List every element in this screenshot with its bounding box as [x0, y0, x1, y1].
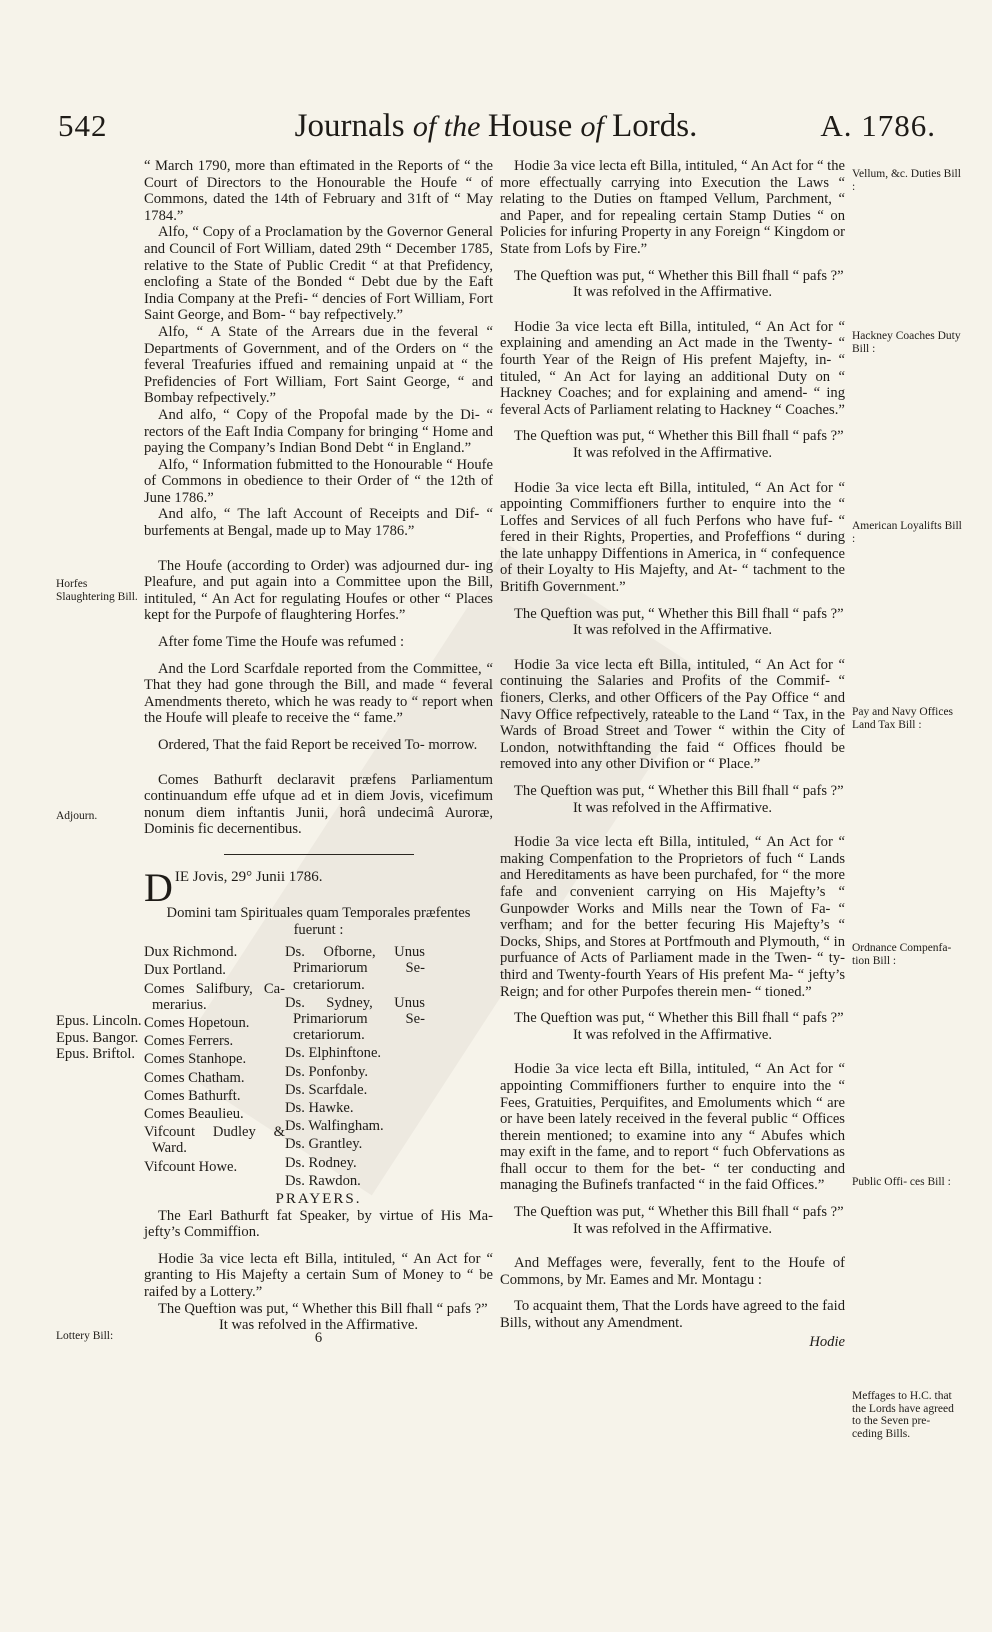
lord-name: Ds. Ponfonby.	[285, 1063, 368, 1080]
resolved-line: It was refolved in the Affirmative.	[572, 1220, 773, 1237]
bishops-list	[56, 1013, 142, 1063]
bill-paragraph: Hodie 3a vice lecta eft Billa, intituled, “ An Act for “ making Compenfation to the Proprietors of fuch “ Lands and Hereditaments as have been purchafed, for “ the more fafe and convenient carrying on His Majefty’s “ Gunpowder Works and Mills near the Town of Fa- “ verfham; and for the better fecuring His Majefty’s “ Docks, Ships, and Stores at Portfmouth and Plymouth, “ in purfuance of Acts of Parliament made in the Twen- “ ty-third and Twenty-fourth Years of His prefent Ma- “ jefty’s Reign; and for other Purpofes therein men- “ tioned.”	[500, 834, 845, 1000]
paragraph: After fome Time the Houfe was refumed :	[158, 634, 405, 651]
paragraph: And alfo, “ The laft Account of Receipts and Dif- “ burfements at Bengal, made up to May 1786.”	[144, 506, 493, 540]
lottery-bill-paragraph: Hodie 3a vice lecta eft Billa, intituled, “ An Act for “ granting to His Majefty a certain Sum of Money to “ be raifed by a Lottery.”	[144, 1250, 493, 1300]
paragraph: And alfo, “ Copy of the Propofal made by the Di- “ rectors of the Eaft India Company for bringing “ Home and paying the Company’s Indian Bond Debt “ in England.”	[144, 406, 493, 457]
lord-name: Ds. Elphinftone.	[285, 1045, 382, 1062]
question-line: The Queftion was put, “ Whether this Bill fhall “ pafs ?”	[514, 267, 844, 284]
lord-name: Ds. Grantley.	[285, 1136, 363, 1153]
lord-name: Ds. Rawdon.	[285, 1172, 361, 1189]
bill-paragraph: Hodie 3a vice lecta eft Billa, intituled, “ An Act for “ appointing Commiffioners further to enquire into the “ Fees, Gratuities, Perquifites, and Emoluments which “ are or have been lately received in the feveral public “ Offices therein mentioned; to examine into any “ Abufes which may exift in the fame, and to report “ fuch Obfervations as fhall occur to them for the bet- “ ter conducting and managing the Bufinefs tranfacted “ in the faid Offices.”	[500, 1061, 845, 1194]
lord-name: Ds. Scarfdale.	[285, 1081, 368, 1098]
margin-note-horses: Horfes Slaughtering Bill.	[56, 578, 138, 603]
page-header	[0, 108, 992, 152]
resolved-line: It was refolved in the Affirmative.	[572, 284, 773, 301]
paragraph: Alfo, “ A State of the Arrears due in the feveral “ Departments of Government, and of the Orders on “ the feveral Treafuries iffued and remaining unpaid at “ the Prefidencies of Fort William, Fort Saint George, “ and Bombay refpectively.”	[144, 323, 493, 407]
question-line: The Queftion was put, “ Whether this Bill fhall “ pafs ?”	[514, 605, 844, 622]
lord-name: Comes Chatham.	[144, 1069, 245, 1086]
question-line: The Queftion was put, “ Whether this Bill fhall “ pafs ?”	[158, 1300, 488, 1317]
lord-name: Comes Beaulieu.	[144, 1105, 244, 1122]
messages-paragraph: To acquaint them, That the Lords have agreed to the faid Bills, without any Amendment.	[500, 1298, 845, 1332]
question-line: The Queftion was put, “ Whether this Bill fhall “ pafs ?”	[514, 428, 844, 445]
question-line: The Queftion was put, “ Whether this Bill fhall “ pafs ?”	[514, 783, 844, 799]
lord-name: Ds. Walfingham.	[285, 1118, 384, 1135]
lord-name: Ds. Ofborne, Unus Primariorum Se- cretariorum.	[285, 944, 425, 993]
resolved-line: It was refolved in the Affirmative.	[218, 1317, 419, 1334]
lord-name: Dux Portland.	[144, 962, 226, 979]
section-divider	[224, 854, 414, 855]
bill-paragraph: Hodie 3a vice lecta eft Billa, intituled, “ An Act for “ explaining and amending an Act made in the Twenty- “ fourth Year of the Reign of His prefent Majefty, in- “ tituled, “ An Act for laying an additional Duty on “ Hackney Coaches; and for explaining and amend- “ ing feveral Acts of Parliament relating to Hackney “ Coaches.”	[500, 318, 845, 418]
margin-note-pay: Pay and Navy Offices Land Tax Bill :	[852, 706, 954, 731]
lord-name: Vifcount Howe.	[144, 1158, 238, 1175]
paragraph: Alfo, “ Copy of a Proclamation by the Governor General and Council of Fort William, dated 29th “ December 1785, relative to the State of Public Credit “ at that Prefidency, enclofing a State of the Bonded “ Debt due by the Eaft India Company at the Prefi- “ dencies of Fort William, Fort Saint George, and Bom- “ bay refpectively.”	[144, 224, 493, 324]
margin-note-ordnance: Ordnance Compenfa- tion Bill :	[852, 942, 952, 967]
lord-name: Comes Ferrers.	[144, 1033, 234, 1050]
date-heading: DIE Jovis, 29° Junii 1786.	[144, 864, 323, 910]
bill-paragraph: Hodie 3a vice lecta eft Billa, intituled, “ An Act for “ appointing Commiffioners further to enquire into the “ Loffes and Services of all fuch Perfons who have fuf- “ fered in their Rights, Properties, and Profeffions “ during the late unhappy Diffentions in America, in “ confequence of their Loyalty to His Majefty, and At- “ tachment to the Britifh Government.”	[500, 479, 845, 596]
lord-name: Ds. Rodney.	[285, 1154, 357, 1171]
lord-name: Vifcount Dudley & Ward.	[144, 1124, 285, 1157]
running-head: Journals of the House of Lords.	[294, 108, 698, 144]
bishop-entry: Epus. Lincoln.	[56, 1013, 142, 1029]
page-year: A. 1786.	[820, 108, 936, 143]
question-line: The Queftion was put, “ Whether this Bill fhall “ pafs ?”	[514, 1010, 844, 1027]
messages-paragraph: And Meffages were, feverally, fent to the Houfe of Commons, by Mr. Eames and Mr. Montagu :	[500, 1255, 845, 1288]
lord-name: Comes Stanhope.	[144, 1051, 247, 1068]
resolved-line: It was refolved in the Affirmative.	[572, 799, 773, 816]
left-column	[144, 158, 493, 1346]
lord-name: Comes Salifbury, Ca- merarius.	[144, 980, 285, 1013]
lord-name: Ds. Hawke.	[285, 1099, 354, 1116]
margin-note-american: American Loyalifts Bill :	[852, 520, 962, 545]
bill-paragraph: Hodie 3a vice lecta eft Billa, intituled, “ An Act for “ the more effectually carrying into Execution the Laws “ relating to the Duties on ftamped Vellum, Parchment, “ and Paper, and for repealing certain Stamp Duties “ on Policies for infuring Property in any Foreign “ Kingdom or State from Lofs by Fire.”	[500, 158, 845, 257]
margin-note-adjourn: Adjourn.	[56, 810, 98, 822]
lord-name: Comes Hopetoun.	[144, 1014, 250, 1031]
margin-note-hackney: Hackney Coaches Duty Bill :	[852, 330, 961, 355]
drop-cap: D	[144, 864, 173, 910]
question-line: The Queftion was put, “ Whether this Bill fhall “ pafs ?”	[514, 1204, 844, 1221]
paragraph: The Houfe (according to Order) was adjourned dur- ing Pleafure, and put again into a Committee upon the Bill, intituled, “ An Act for regulating Houfes or other “ Places kept for the Purpofe of flaughtering Horfes.”	[144, 557, 493, 624]
catchword: Hodie	[809, 1333, 845, 1350]
signature-mark: 6	[314, 1329, 323, 1346]
attendance-list	[144, 944, 493, 1191]
bishop-entry: Epus. Briftol.	[56, 1046, 136, 1062]
resolved-line: It was refolved in the Affirmative.	[572, 444, 773, 461]
margin-note-messages: Meffages to H.C. that the Lords have agreed to the Seven pre- ceding Bills.	[852, 1390, 954, 1440]
page-number: 542	[58, 108, 108, 143]
temporal-lords-col1	[144, 944, 285, 1191]
domini-line: Domini tam Spirituales quam Temporales præfentes fuerunt :	[166, 904, 471, 938]
margin-note-vellum: Vellum, &c. Duties Bill :	[852, 168, 961, 193]
paragraph: And the Lord Scarfdale reported from the Committee, “ That they had gone through the Bill, and made “ feveral Amendments thereto, which he was ready to “ report when the Houfe will pleafe to receive the “ fame.”	[144, 660, 493, 727]
lord-name: Comes Bathurft.	[144, 1087, 241, 1104]
paragraph: Ordered, That the faid Report be received To- morrow.	[158, 737, 478, 753]
bishop-entry: Epus. Bangor.	[56, 1029, 139, 1046]
margin-note-lottery: Lottery Bill:	[56, 1330, 114, 1342]
adjournment-paragraph: Comes Bathurft declaravit præfens Parliamentum continuandum effe ufque ad et in diem Jovis, vicefimum nonum diem inftantis Junii, horâ undecimâ Auroræ, Dominis fic decernentibus.	[144, 771, 493, 838]
bill-paragraph: Hodie 3a vice lecta eft Billa, intituled, “ An Act for “ continuing the Salaries and Profits of the Commif- “ fioners, Clerks, and other Officers of the Pay Office “ and Navy Office refpectively, rateable to the Land “ Tax, in the Wards of Broad Street and Tower “ within the City of London, notwithftanding the faid “ Offices fhould be removed into any other Divifion or “ Place.”	[500, 656, 845, 773]
paragraph: Alfo, “ Information fubmitted to the Honourable “ Houfe of Commons in obedience to their Order of “ the 12th of June 1786.”	[144, 456, 493, 506]
prayers-heading: PRAYERS.	[275, 1191, 362, 1207]
paragraph: “ March 1790, more than eftimated in the Reports of “ the Court of Directors to the Honourable the Houfe “ of Commons, dated the 14th of February and 31ft of “ May 1784.”	[144, 158, 493, 224]
resolved-line: It was refolved in the Affirmative.	[572, 1026, 773, 1043]
temporal-lords-col2	[285, 944, 425, 1191]
paragraph: The Earl Bathurft fat Speaker, by virtue of His Ma- jefty’s Commiffion.	[144, 1207, 493, 1241]
lord-name: Dux Richmond.	[144, 944, 238, 961]
lord-name: Ds. Sydney, Unus Primariorum Se- cretariorum.	[285, 994, 425, 1044]
right-column	[500, 158, 845, 1350]
margin-note-public: Public Offi- ces Bill :	[852, 1176, 951, 1188]
resolved-line: It was refolved in the Affirmative.	[572, 622, 773, 639]
